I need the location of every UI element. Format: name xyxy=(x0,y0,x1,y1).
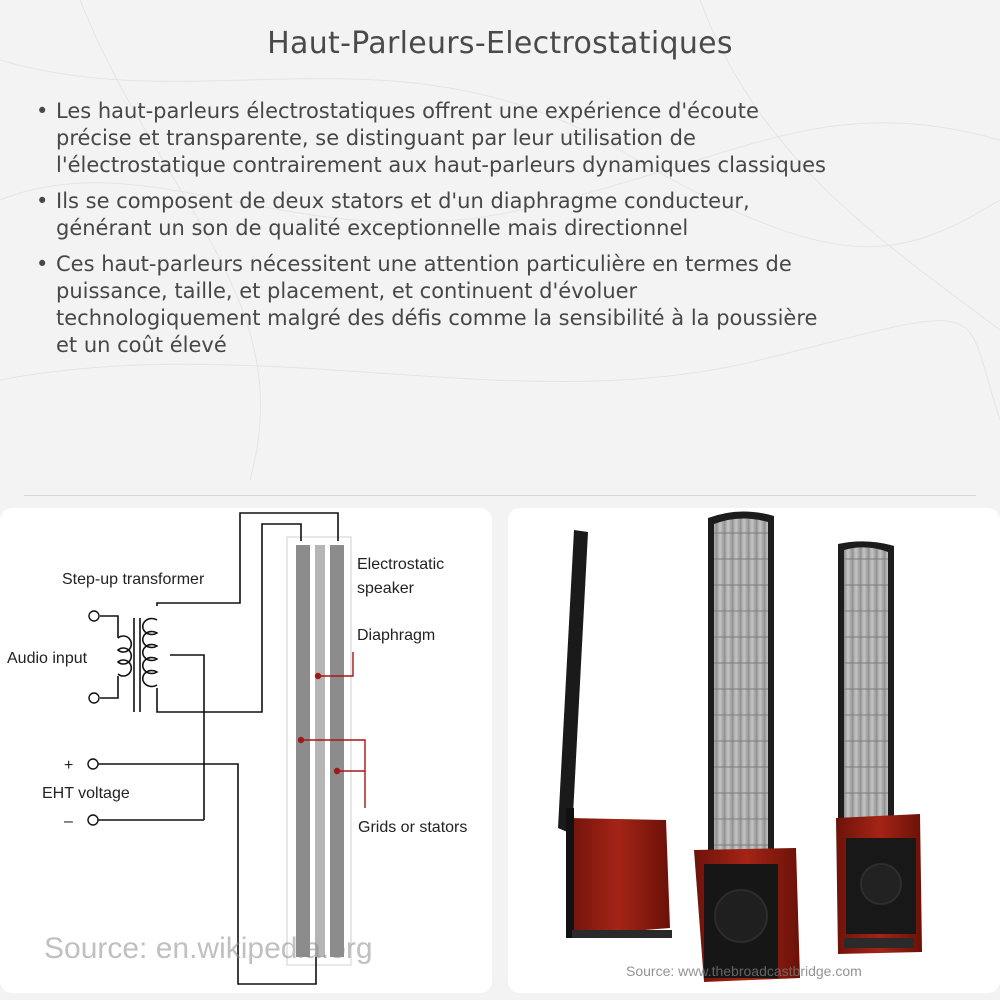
bullet-line: générant un son de qualité exceptionnelle mais directionnel xyxy=(56,216,689,240)
eht-minus-terminal xyxy=(88,815,98,825)
label-transformer: Step-up transformer xyxy=(62,571,205,588)
wire-center-tap xyxy=(170,655,204,820)
wire-secondary-top xyxy=(157,513,338,606)
stator-pointer-back-dot xyxy=(335,769,340,774)
bullet-line: précise et transparente, se distinguant par leur utilisation de xyxy=(56,126,696,150)
bullet-item xyxy=(36,188,986,242)
section-divider xyxy=(24,495,976,496)
eht-plus-terminal xyxy=(88,759,98,769)
label-speaker-line1: Electrostatic xyxy=(357,556,445,573)
wire-primary-top xyxy=(100,616,118,638)
speaker-right xyxy=(836,541,922,954)
bullet-item xyxy=(36,98,986,179)
electrostatic-speaker-schematic xyxy=(0,508,492,993)
label-eht-voltage: EHT voltage xyxy=(42,785,130,802)
bullet-line: Ils se composent de deux stators et d'un diaphragme conducteur, xyxy=(56,189,750,213)
source-credit-left: Source: en.wikipedia.org xyxy=(44,932,373,965)
bullet-line: l'électrostatique contrairement aux haut-parleurs dynamiques classiques xyxy=(56,153,826,177)
label-diaphragm: Diaphragm xyxy=(357,627,436,644)
speaker-left xyxy=(558,530,672,938)
speakers-photo xyxy=(508,508,1000,993)
transformer-core xyxy=(118,618,157,712)
source-credit-right: Source: www.thebroadcastbridge.com xyxy=(626,963,862,979)
bullet-line: et un coût élevé xyxy=(56,333,227,357)
stator-plate-front xyxy=(296,545,310,957)
label-audio-input: Audio input xyxy=(7,650,88,667)
stator-pointer-front-dot xyxy=(299,738,304,743)
bullet-marker: • xyxy=(36,99,49,123)
label-minus: – xyxy=(64,813,73,830)
diaphragm-pointer-dot xyxy=(316,674,321,679)
stator-plate-back xyxy=(330,545,344,957)
bullet-line: puissance, taille, et placement, et continuent d'évoluer xyxy=(56,279,638,303)
audio-terminal-bottom xyxy=(89,693,99,703)
speaker-center xyxy=(694,511,800,982)
wire-primary-bottom xyxy=(100,676,118,698)
audio-terminal-top xyxy=(89,611,99,621)
page-title: Haut-Parleurs-Electrostatiques xyxy=(267,26,733,61)
bullet-item xyxy=(36,251,986,359)
diagram-panel xyxy=(0,508,492,993)
bullet-line: Ces haut-parleurs nécessitent une attention particulière en termes de xyxy=(56,252,792,276)
bullet-marker: • xyxy=(36,252,49,276)
diaphragm-plate xyxy=(315,545,325,957)
wire-secondary-bottom xyxy=(157,603,262,712)
bullet-line: technologiquement malgré des défis comme la sensibilité à la poussière xyxy=(56,306,818,330)
label-stators: Grids or stators xyxy=(358,819,468,836)
label-plus: + xyxy=(64,757,74,774)
photo-panel xyxy=(508,508,1000,993)
bullet-line: Les haut-parleurs électrostatiques offrent une expérience d'écoute xyxy=(56,99,759,123)
label-speaker-line2: speaker xyxy=(357,580,414,597)
bullet-list xyxy=(36,98,986,368)
wire-front-stator xyxy=(262,524,301,603)
bullet-marker: • xyxy=(36,189,49,213)
